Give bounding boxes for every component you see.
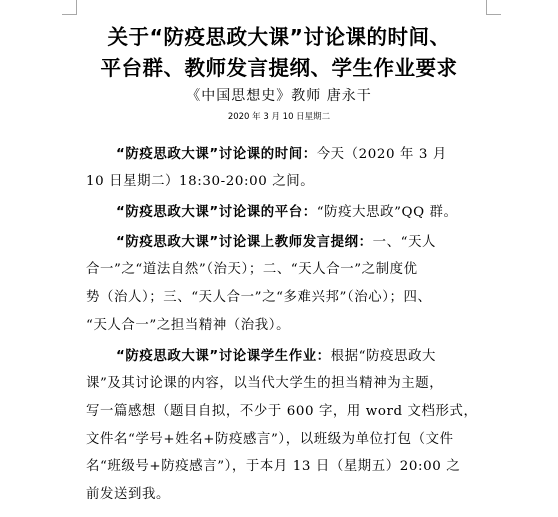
time-heading: “防疫思政大课”讨论课的时间： — [116, 147, 317, 162]
time-text: 今天（2020 年 3 月 — [316, 147, 447, 162]
outline-text-line-4: “天人合一”之担当精神（治我）。 — [86, 318, 291, 333]
time-paragraph-line — [116, 145, 447, 165]
outline-text: 一、“天人 — [372, 235, 437, 250]
homework-text-line-4: 文件名“学号+姓名+防疫感言”），以班级为单位打包（文件 — [86, 432, 454, 447]
document-title-line-1: 关于“防疫思政大课”讨论课的时间、 — [107, 25, 451, 49]
outline-heading: “防疫思政大课”讨论课上教师发言提纲： — [116, 235, 373, 250]
homework-paragraph-line — [116, 347, 436, 367]
outline-paragraph-line — [116, 233, 436, 253]
platform-heading: “防疫思政大课”讨论课的平台： — [116, 205, 317, 220]
platform-text: “防疫大思政”QQ 群。 — [316, 205, 458, 220]
document-title-line-2: 平台群、教师发言提纲、学生作业要求 — [100, 56, 458, 80]
homework-text-line-6: 前发送到我。 — [86, 487, 170, 502]
page-corner-mark-left — [62, 0, 77, 15]
outline-text-line-2: 合一”之“道法自然”（治天）；二、“天人合一”之制度优 — [86, 262, 418, 277]
homework-text: 根据“防疫思政大 — [330, 349, 437, 364]
homework-text-line-5: 名“班级号+防疫感言”），于本月 13 日（星期五）20:00 之 — [86, 459, 461, 474]
outline-text-line-3: 势（治人）；三、“天人合一”之“多难兴邦”（治心）；四、 — [86, 290, 432, 305]
platform-paragraph-line — [116, 203, 458, 223]
time-text-line-2: 10 日星期二）18:30-20:00 之间。 — [86, 174, 315, 189]
homework-text-line-3: 写一篇感想（题目自拟，不少于 600 字，用 word 文档形式， — [86, 404, 478, 419]
homework-heading: “防疫思政大课”讨论课学生作业： — [116, 349, 331, 364]
document-byline: 《中国思想史》教师 唐永干 — [186, 88, 372, 104]
document-date: 2020 年 3 月 10 日星期二 — [227, 112, 331, 122]
page-corner-mark-right — [486, 0, 501, 15]
homework-text-line-2: 课”及其讨论课的内容，以当代大学生的担当精神为主题， — [86, 376, 444, 391]
